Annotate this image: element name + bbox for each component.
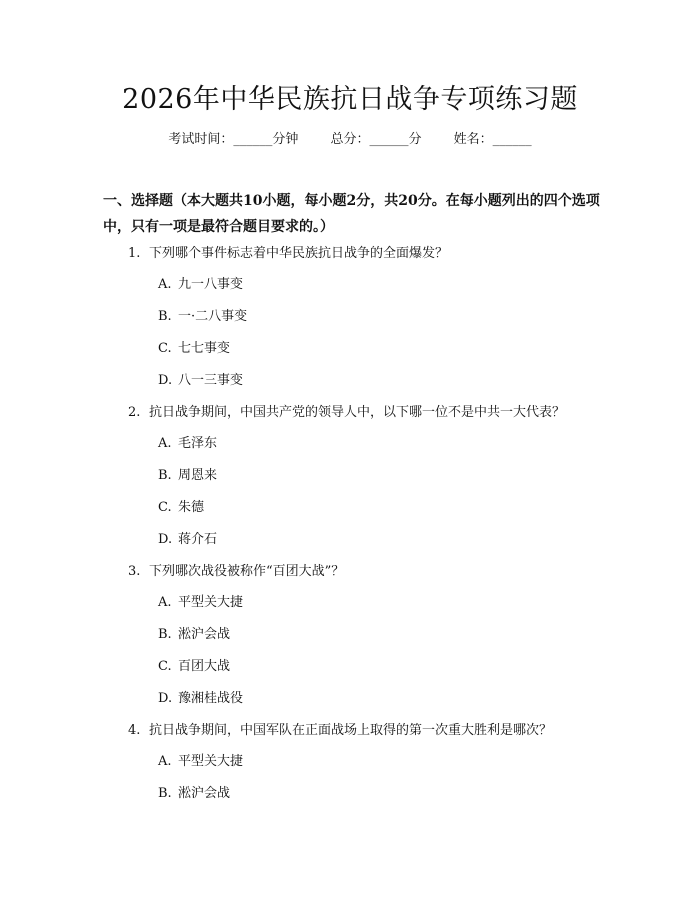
option-letter: A. bbox=[158, 436, 172, 451]
option-text: 周恩来 bbox=[178, 468, 218, 483]
option-a bbox=[0, 428, 700, 460]
option-text: 淞沪会战 bbox=[178, 627, 231, 642]
option-text: 朱德 bbox=[178, 500, 205, 515]
student-name-field: 姓名：______ bbox=[453, 132, 532, 147]
option-text: 一·二八事变 bbox=[178, 309, 248, 324]
option-text: 七七事变 bbox=[178, 341, 231, 356]
option-letter: D. bbox=[158, 532, 173, 547]
option-letter: B. bbox=[158, 627, 172, 642]
option-letter: A. bbox=[158, 595, 172, 610]
option-letter: B. bbox=[158, 309, 172, 324]
option-text: 蒋介石 bbox=[178, 532, 218, 547]
option-text: 百团大战 bbox=[178, 659, 231, 674]
option-text: 八一三事变 bbox=[178, 373, 244, 388]
option-letter: B. bbox=[158, 468, 172, 483]
option-b bbox=[0, 301, 700, 333]
option-letter: C. bbox=[158, 341, 172, 356]
question-4 bbox=[0, 715, 700, 810]
question-number: 2. bbox=[128, 405, 141, 420]
option-d bbox=[0, 365, 700, 397]
option-b bbox=[0, 778, 700, 810]
option-letter: A. bbox=[158, 754, 172, 769]
question-stem bbox=[0, 397, 700, 428]
question-stem bbox=[0, 238, 700, 269]
question-text: 下列哪个事件标志着中华民族抗日战争的全面爆发？ bbox=[149, 246, 449, 261]
option-text: 毛泽东 bbox=[178, 436, 218, 451]
option-c bbox=[0, 333, 700, 365]
option-text: 豫湘桂战役 bbox=[178, 691, 244, 706]
question-3 bbox=[0, 556, 700, 715]
option-a bbox=[0, 269, 700, 301]
page-title: 2026年中华民族抗日战争专项练习题 bbox=[122, 84, 578, 115]
option-letter: D. bbox=[158, 691, 173, 706]
question-number: 1. bbox=[128, 246, 141, 261]
option-text: 平型关大捷 bbox=[178, 595, 244, 610]
section-heading: 一、选择题（本大题共10小题，每小题2分，共20分。在每小题列出的四个选项中，只有一项是最符合题目要求的。） bbox=[103, 193, 600, 235]
total-score-field: 总分：______分 bbox=[330, 132, 422, 147]
question-2 bbox=[0, 397, 700, 556]
question-stem bbox=[0, 556, 700, 587]
option-letter: D. bbox=[158, 373, 173, 388]
option-d bbox=[0, 524, 700, 556]
option-a bbox=[0, 746, 700, 778]
question-list bbox=[0, 238, 700, 810]
question-text: 抗日战争期间，中国共产党的领导人中，以下哪一位不是中共一大代表？ bbox=[149, 405, 566, 420]
question-text: 下列哪次战役被称作“百团大战”？ bbox=[149, 564, 345, 579]
question-1 bbox=[0, 238, 700, 397]
option-a bbox=[0, 587, 700, 619]
question-number: 4. bbox=[128, 723, 141, 738]
option-text: 九一八事变 bbox=[178, 277, 244, 292]
option-c bbox=[0, 492, 700, 524]
exam-meta bbox=[0, 130, 700, 150]
option-text: 淞沪会战 bbox=[178, 786, 231, 801]
question-number: 3. bbox=[128, 564, 141, 579]
option-letter: C. bbox=[158, 500, 172, 515]
option-letter: C. bbox=[158, 659, 172, 674]
option-b bbox=[0, 460, 700, 492]
option-b bbox=[0, 619, 700, 651]
question-text: 抗日战争期间，中国军队在正面战场上取得的第一次重大胜利是哪次？ bbox=[149, 723, 553, 738]
option-letter: B. bbox=[158, 786, 172, 801]
option-c bbox=[0, 651, 700, 683]
exam-time-field: 考试时间：______分钟 bbox=[168, 132, 299, 147]
option-letter: A. bbox=[158, 277, 172, 292]
question-stem bbox=[0, 715, 700, 746]
option-d bbox=[0, 683, 700, 715]
option-text: 平型关大捷 bbox=[178, 754, 244, 769]
